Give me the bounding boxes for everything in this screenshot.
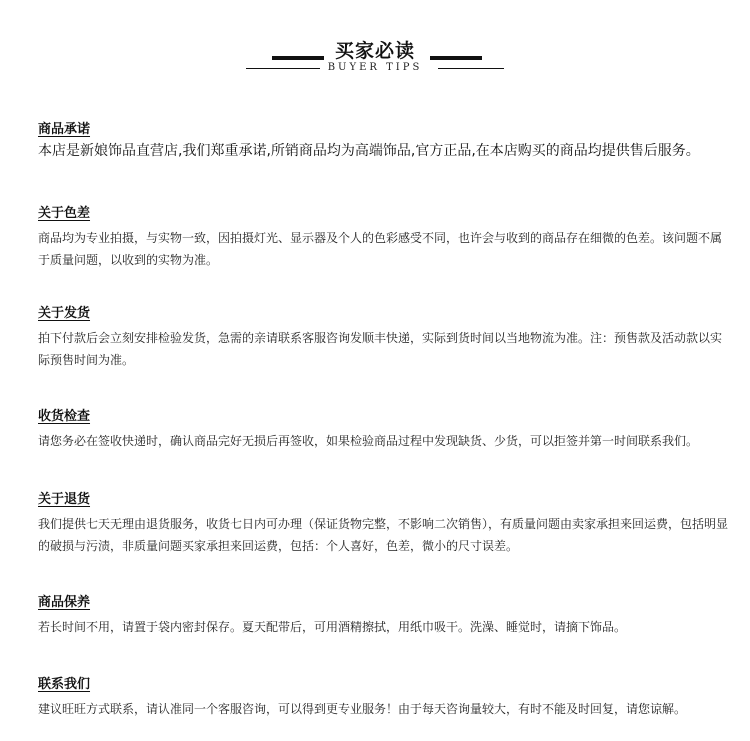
section-body: 拍下付款后会立刻安排检验发货，急需的亲请联系客服咨询发顺丰快递，实际到货时间以当地物流为准。注：预售款及活动款以实际预售时间为准。: [38, 331, 723, 367]
section-contact: [38, 673, 728, 720]
section-returns: [38, 488, 728, 557]
section-title: 联系我们: [38, 677, 91, 692]
section-receipt-check: [38, 405, 728, 452]
section-body: 请您务必在签收快递时，确认商品完好无损后再签收，如果检验商品过程中发现缺货、少货，可以拒签并第一时间联系我们。: [38, 434, 699, 448]
section-color-difference: [38, 202, 728, 271]
section-care: [38, 591, 728, 638]
section-body: 若长时间不用，请置于袋内密封保存。夏天配带后，可用酒精擦拭，用纸巾吸干。洗澡、睡觉时，请摘下饰品。: [38, 620, 627, 634]
section-title: 关于退货: [38, 492, 91, 507]
page-subtitle: BUYER TIPS: [327, 62, 423, 73]
page-header: [0, 36, 750, 86]
title-bar-right-thick: [430, 56, 482, 60]
section-title: 关于色差: [38, 206, 91, 221]
section-body: 建议旺旺方式联系，请认准同一个客服咨询，可以得到更专业服务！由于每天咨询量较大，有时不能及时回复，请您谅解。: [38, 702, 687, 716]
section-shipping: [38, 302, 728, 371]
section-body: 我们提供七天无理由退货服务，收货七日内可办理（保证货物完整，不影响二次销售），有质量问题由卖家承担来回运费，包括明显的破损与污渍，非质量问题买家承担来回运费，包括：个人喜好，色差，微小的尺寸误差。: [38, 517, 729, 553]
section-body: 本店是新娘饰品直营店,我们郑重承诺,所销商品均为高端饰品,官方正品,在本店购买的商品均提供售后服务。: [38, 143, 700, 159]
section-product-promise: [38, 118, 728, 161]
section-body: 商品均为专业拍摄，与实物一致，因拍摄灯光、显示器及个人的色彩感受不同，也许会与收到的商品存在细微的色差。该问题不属于质量问题，以收到的实物为准。: [38, 231, 723, 267]
section-title: 商品保养: [38, 595, 91, 610]
section-title: 商品承诺: [38, 122, 91, 137]
page-title: 买家必读: [334, 40, 415, 62]
title-bar-left-thick: [272, 56, 324, 60]
section-title: 关于发货: [38, 306, 91, 321]
section-title: 收货检查: [38, 409, 91, 424]
